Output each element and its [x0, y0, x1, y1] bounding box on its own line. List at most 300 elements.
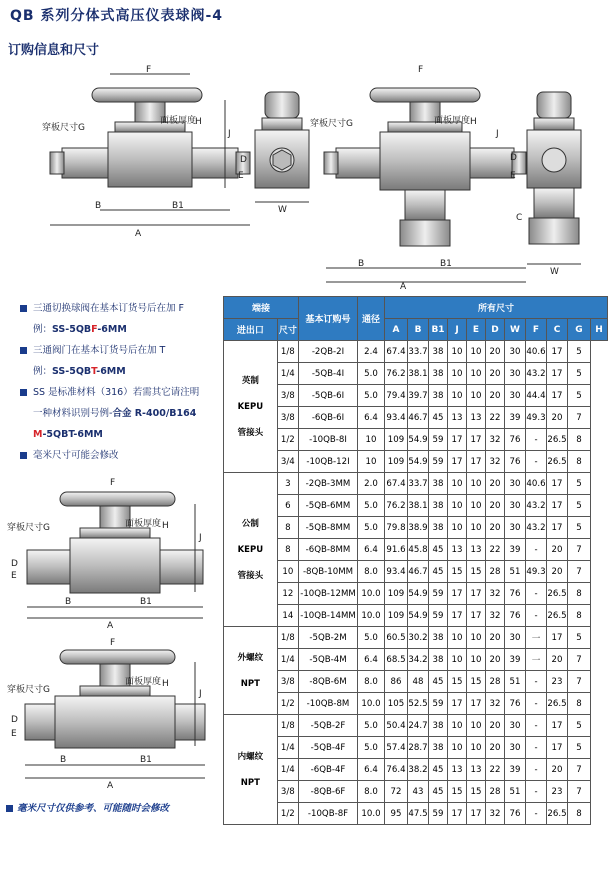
dim-b-label-2: B [358, 259, 365, 269]
table-cell: 39 [505, 649, 526, 671]
table-cell: 15 [448, 781, 467, 803]
note-text: 三通阀门在基本订货号后在加 T [33, 345, 166, 356]
table-cell: 10 [448, 627, 467, 649]
table-cell: 46.7 [408, 407, 429, 429]
table-cell: 10 [277, 561, 298, 583]
panel-size-label-2: 穿板尺寸G [310, 119, 353, 129]
table-cell: 1/4 [277, 759, 298, 781]
table-cell: 51 [505, 781, 526, 803]
table-cell: 43.2 [526, 517, 547, 539]
table-cell: - [526, 803, 547, 825]
table-cell: 51 [505, 671, 526, 693]
table-cell: 17 [547, 737, 568, 759]
table-cell: 93.4 [385, 407, 408, 429]
table-cell: 20 [486, 649, 505, 671]
table-cell: 38 [429, 715, 448, 737]
table-cell: 32 [486, 451, 505, 473]
table-cell: 38.9 [408, 517, 429, 539]
table-cell: 43.2 [526, 363, 547, 385]
dimension-table [223, 296, 608, 825]
table-cell: -10QB-8M [299, 693, 358, 715]
table-cell: 7 [568, 561, 591, 583]
header-dim-g: G [568, 319, 591, 341]
table-cell: 17 [467, 451, 486, 473]
table-cell: 38 [429, 363, 448, 385]
table-row [224, 517, 608, 539]
table-cell: 68.5 [385, 649, 408, 671]
table-cell: - [526, 605, 547, 627]
table-row [224, 583, 608, 605]
table-cell: 79.4 [385, 385, 408, 407]
note-text: 一种材料识别号例- [33, 408, 113, 419]
dim-e-label-4: E [11, 729, 17, 739]
note-material [20, 382, 224, 403]
table-cell: 34.2 [408, 649, 429, 671]
table-cell: 10 [467, 627, 486, 649]
table-cell: 5 [568, 715, 591, 737]
header-dim-h: H [591, 319, 608, 341]
dim-d-label-3: D [11, 559, 18, 569]
table-cell: 10 [448, 517, 467, 539]
header-dim-f: F [526, 319, 547, 341]
table-row [224, 429, 608, 451]
table-cell: 38.1 [408, 495, 429, 517]
table-cell: 10 [448, 649, 467, 671]
table-cell: 54.9 [408, 451, 429, 473]
table-cell: 59 [429, 803, 448, 825]
footnote-text: 毫米尺寸仅供参考、可能随时会修改 [17, 803, 170, 814]
table-cell: 30 [505, 385, 526, 407]
table-cell: 8.0 [358, 781, 385, 803]
table-cell: 17 [547, 627, 568, 649]
table-cell: 10 [448, 385, 467, 407]
table-cell: 10 [448, 473, 467, 495]
table-cell: 17 [448, 605, 467, 627]
table-cell: 13 [467, 539, 486, 561]
table-cell: -6QB-6I [299, 407, 358, 429]
note-text: 三通切换球阀在基本订货号后在加 F [33, 303, 184, 314]
table-cell: - [526, 451, 547, 473]
table-cell: 57.4 [385, 737, 408, 759]
table-cell: 17 [448, 803, 467, 825]
table-cell: 95 [385, 803, 408, 825]
table-cell: 5.0 [358, 737, 385, 759]
table-cell: 52.5 [408, 693, 429, 715]
dim-b1-label: B1 [172, 201, 184, 211]
female-npt-valve-drawing [25, 650, 205, 778]
note-text: 毫米尺寸可能会修改 [33, 450, 119, 461]
group-label-line: 公制 [241, 518, 259, 529]
table-cell: 32 [486, 605, 505, 627]
table-cell: 32 [486, 693, 505, 715]
table-cell: 10 [467, 517, 486, 539]
table-cell: 1/4 [277, 363, 298, 385]
table-cell: 54.9 [408, 605, 429, 627]
table-cell: 10 [448, 363, 467, 385]
note-material-example [20, 403, 224, 424]
table-cell: 2.0 [358, 473, 385, 495]
table-cell: 109 [385, 605, 408, 627]
table-cell: 17 [448, 429, 467, 451]
table-cell: 7 [568, 407, 591, 429]
table-cell: 20 [547, 539, 568, 561]
table-cell: 5 [568, 473, 591, 495]
table-row [224, 737, 608, 759]
table-cell: 20 [486, 737, 505, 759]
table-cell: 5.0 [358, 715, 385, 737]
table-cell: - [526, 781, 547, 803]
table-cell: 5 [568, 517, 591, 539]
dim-a-label-2: A [400, 282, 407, 290]
table-cell: 一 [526, 649, 547, 671]
table-cell: 17 [547, 517, 568, 539]
table-row [224, 363, 608, 385]
table-cell: 8 [568, 605, 591, 627]
group-label-line: 管接头 [237, 427, 264, 438]
note-example [20, 319, 224, 340]
table-row [224, 539, 608, 561]
table-cell: 17 [547, 385, 568, 407]
table-cell: 8 [568, 583, 591, 605]
bullet-icon [20, 452, 27, 459]
table-cell: 30 [505, 517, 526, 539]
table-cell: 40.6 [526, 341, 547, 363]
note-example-prefix: 例： [33, 366, 53, 377]
table-cell: 3/8 [277, 385, 298, 407]
table-cell: -10QB-12MM [299, 583, 358, 605]
group-label-line: 英制 [241, 375, 259, 386]
table-cell: 28 [486, 781, 505, 803]
table-cell: 17 [547, 495, 568, 517]
table-cell: 3/8 [277, 407, 298, 429]
table-cell: -10QB-14MM [299, 605, 358, 627]
note-text: SS 是标准材料（316）若需其它请注明 [33, 387, 200, 398]
table-cell: 49.3 [526, 407, 547, 429]
group-label-line: 管接头 [237, 570, 264, 581]
table-cell: 45 [429, 671, 448, 693]
table-cell: 32 [486, 583, 505, 605]
group-label-line: KEPU [237, 401, 264, 412]
table-cell: 39 [505, 407, 526, 429]
group-label-line: NPT [240, 777, 260, 788]
table-cell: 76.2 [385, 363, 408, 385]
table-cell: 15 [448, 671, 467, 693]
table-cell: 10 [467, 385, 486, 407]
table-cell: 38 [429, 341, 448, 363]
table-cell: 30 [505, 627, 526, 649]
header-dim-w: W [505, 319, 526, 341]
table-cell: 28 [486, 671, 505, 693]
table-cell: 48 [408, 671, 429, 693]
header-dim-c: C [547, 319, 568, 341]
table-cell: 109 [385, 583, 408, 605]
table-cell: 38.2 [408, 759, 429, 781]
dim-e-label-3: E [11, 571, 17, 581]
table-cell: 10 [467, 341, 486, 363]
two-way-valve-side-view [255, 92, 309, 202]
table-cell: 45 [429, 781, 448, 803]
table-cell: 5 [568, 385, 591, 407]
table-cell: 79.8 [385, 517, 408, 539]
note-example-suffix: F [91, 324, 98, 335]
dim-j-label-4: J [199, 689, 202, 699]
table-cell: 47.5 [408, 803, 429, 825]
table-cell: 50.4 [385, 715, 408, 737]
group-label [224, 473, 278, 627]
table-cell: 6.4 [358, 649, 385, 671]
dim-f-label-3: F [110, 478, 116, 488]
table-cell: 26.5 [547, 605, 568, 627]
note-three-way [20, 340, 224, 361]
table-cell: 39.7 [408, 385, 429, 407]
table-cell: 22 [486, 759, 505, 781]
table-cell: 91.6 [385, 539, 408, 561]
table-row [224, 693, 608, 715]
dim-b1-label-2: B1 [440, 259, 452, 269]
dim-b1-label-3: B1 [140, 597, 152, 607]
table-cell: 32 [486, 803, 505, 825]
table-cell: 1/8 [277, 715, 298, 737]
table-cell: -6QB-8MM [299, 539, 358, 561]
table-cell: 10 [467, 715, 486, 737]
table-cell: 86 [385, 671, 408, 693]
table-cell: 5.0 [358, 627, 385, 649]
table-cell: 1/2 [277, 693, 298, 715]
table-cell: 5.0 [358, 495, 385, 517]
group-label-line: 内螺纹 [237, 751, 264, 762]
table-cell: 13 [448, 539, 467, 561]
table-cell: 17 [547, 341, 568, 363]
table-cell: 26.5 [547, 583, 568, 605]
table-cell: 26.5 [547, 451, 568, 473]
table-cell: 67.4 [385, 341, 408, 363]
dim-e-label: E [238, 171, 244, 181]
table-cell: -5QB-4I [299, 363, 358, 385]
table-cell: 15 [467, 561, 486, 583]
table-row [224, 341, 608, 363]
table-cell: 105 [385, 693, 408, 715]
dim-h-label: H [195, 117, 202, 127]
dim-d-label-2: D [510, 153, 517, 163]
table-cell: 45 [429, 539, 448, 561]
dim-d-label: D [240, 155, 247, 165]
dim-j-label-2: J [496, 129, 499, 139]
dim-h-label-2: H [470, 117, 477, 127]
table-row [224, 627, 608, 649]
table-cell: 13 [448, 407, 467, 429]
dim-b-label-3: B [65, 597, 72, 607]
panel-size-label-4: 穿板尺寸G [7, 685, 50, 695]
table-cell: 20 [486, 385, 505, 407]
table-row [224, 495, 608, 517]
table-cell: 8 [568, 693, 591, 715]
table-cell: 6.4 [358, 407, 385, 429]
header-all-dims: 所有尺寸 [385, 297, 608, 319]
table-row [224, 649, 608, 671]
table-cell: 40.6 [526, 473, 547, 495]
dim-h-label-4: H [162, 679, 169, 689]
table-cell: 59 [429, 693, 448, 715]
table-cell: 一 [526, 627, 547, 649]
dim-f-label-2: F [418, 65, 424, 75]
table-cell: 28.7 [408, 737, 429, 759]
panel-thickness-label: 面板厚度 [160, 116, 197, 126]
table-cell: 76.2 [385, 495, 408, 517]
table-cell: 38 [429, 385, 448, 407]
table-cell: 20 [486, 473, 505, 495]
table-cell: 30 [505, 363, 526, 385]
table-cell: 15 [467, 781, 486, 803]
table-cell: 8.0 [358, 561, 385, 583]
table-cell: -5QB-6I [299, 385, 358, 407]
dim-a-label-3: A [107, 621, 114, 631]
table-cell: 38 [429, 627, 448, 649]
table-cell: 76 [505, 803, 526, 825]
table-cell: 38 [429, 495, 448, 517]
dim-w-label-2: W [550, 267, 559, 277]
table-cell: 33.7 [408, 341, 429, 363]
valve-drawings-top [40, 60, 612, 290]
table-cell: 76 [505, 429, 526, 451]
dim-j-label-3: J [199, 533, 202, 543]
table-row [224, 671, 608, 693]
table-cell: 109 [385, 451, 408, 473]
table-cell: 30 [505, 495, 526, 517]
header-dim-e: E [467, 319, 486, 341]
table-cell: -5QB-2F [299, 715, 358, 737]
table-cell: 5.0 [358, 517, 385, 539]
dim-j-label: J [228, 129, 231, 139]
table-cell: 8.0 [358, 671, 385, 693]
table-cell: 30 [505, 737, 526, 759]
dim-a-label-4: A [107, 781, 114, 791]
table-cell: -5QB-8MM [299, 517, 358, 539]
note-example-size: -6MM [97, 324, 127, 335]
table-cell: 1/4 [277, 737, 298, 759]
table-cell: - [526, 693, 547, 715]
table-cell: -10QB-8F [299, 803, 358, 825]
table-cell: 59 [429, 429, 448, 451]
table-cell: 8 [568, 429, 591, 451]
table-cell: 54.9 [408, 583, 429, 605]
table-row [224, 407, 608, 429]
table-cell: 45 [429, 759, 448, 781]
table-cell: 17 [547, 715, 568, 737]
three-way-valve-front-view [324, 88, 526, 282]
table-cell: 7 [568, 649, 591, 671]
table-cell: 38 [429, 473, 448, 495]
table-cell: 38 [429, 517, 448, 539]
group-label-line: 外螺纹 [237, 652, 264, 663]
table-cell: 39 [505, 759, 526, 781]
table-cell: 30 [505, 715, 526, 737]
table-cell: 6.4 [358, 539, 385, 561]
table-cell: 5 [568, 737, 591, 759]
table-cell: 72 [385, 781, 408, 803]
table-cell: - [526, 671, 547, 693]
table-cell: 10 [448, 737, 467, 759]
table-cell: 5 [568, 341, 591, 363]
table-cell: 7 [568, 781, 591, 803]
section-title: 订购信息和尺寸 [8, 43, 100, 58]
note-material-prefix: M [33, 429, 43, 440]
table-cell: 45 [429, 407, 448, 429]
note-example [20, 361, 224, 382]
dim-w-label: W [278, 205, 287, 215]
table-cell: 8 [277, 517, 298, 539]
table-cell: - [526, 759, 547, 781]
table-cell: 10 [358, 429, 385, 451]
table-cell: 46.7 [408, 561, 429, 583]
dim-f-label: F [146, 65, 152, 75]
table-cell: 1/2 [277, 429, 298, 451]
table-cell: 20 [486, 517, 505, 539]
note-mm-dimensions [20, 445, 224, 466]
table-cell: 17 [467, 583, 486, 605]
table-row [224, 781, 608, 803]
group-label [224, 341, 278, 473]
dim-b-label: B [95, 201, 102, 211]
table-cell: 10 [467, 473, 486, 495]
table-cell: 20 [486, 627, 505, 649]
table-cell: 3/8 [277, 781, 298, 803]
three-way-valve-side-view [527, 92, 581, 264]
dim-c-label: C [516, 213, 523, 223]
table-cell: 15 [467, 671, 486, 693]
table-cell: 17 [467, 605, 486, 627]
table-cell: 17 [467, 429, 486, 451]
note-material-suffix: -5QBT-6MM [42, 429, 103, 440]
header-dim-b1: B1 [429, 319, 448, 341]
table-cell: 76 [505, 693, 526, 715]
table-cell: 15 [448, 561, 467, 583]
group-label-line: NPT [240, 678, 260, 689]
table-row [224, 605, 608, 627]
table-cell: -2QB-2I [299, 341, 358, 363]
table-cell: 10 [448, 715, 467, 737]
table-row [224, 561, 608, 583]
panel-thickness-label-2: 面板厚度 [434, 116, 471, 126]
table-row [224, 385, 608, 407]
table-cell: 30 [505, 341, 526, 363]
group-label-line: KEPU [237, 544, 264, 555]
table-cell: - [526, 737, 547, 759]
table-cell: 3/8 [277, 671, 298, 693]
table-cell: -8QB-10MM [299, 561, 358, 583]
table-row [224, 759, 608, 781]
table-cell: -5QB-6MM [299, 495, 358, 517]
table-cell: 17 [448, 693, 467, 715]
footnote [6, 800, 169, 814]
panel-size-label: 穿板尺寸G [42, 123, 85, 133]
header-dim-j: J [448, 319, 467, 341]
table-cell: 13 [467, 759, 486, 781]
dim-b1-label-4: B1 [140, 755, 152, 765]
table-cell: 10 [358, 451, 385, 473]
table-row [224, 715, 608, 737]
table-cell: 17 [467, 803, 486, 825]
header-inlet-outlet: 进出口 [224, 319, 278, 341]
header-bore: 通径 [358, 297, 385, 341]
table-cell: 32 [486, 429, 505, 451]
table-cell: 20 [486, 341, 505, 363]
panel-thickness-label-3: 面板厚度 [125, 519, 162, 529]
table-cell: 45 [429, 561, 448, 583]
table-cell: 6.4 [358, 759, 385, 781]
bullet-icon [20, 389, 27, 396]
table-cell: 45.8 [408, 539, 429, 561]
table-cell: 17 [448, 583, 467, 605]
